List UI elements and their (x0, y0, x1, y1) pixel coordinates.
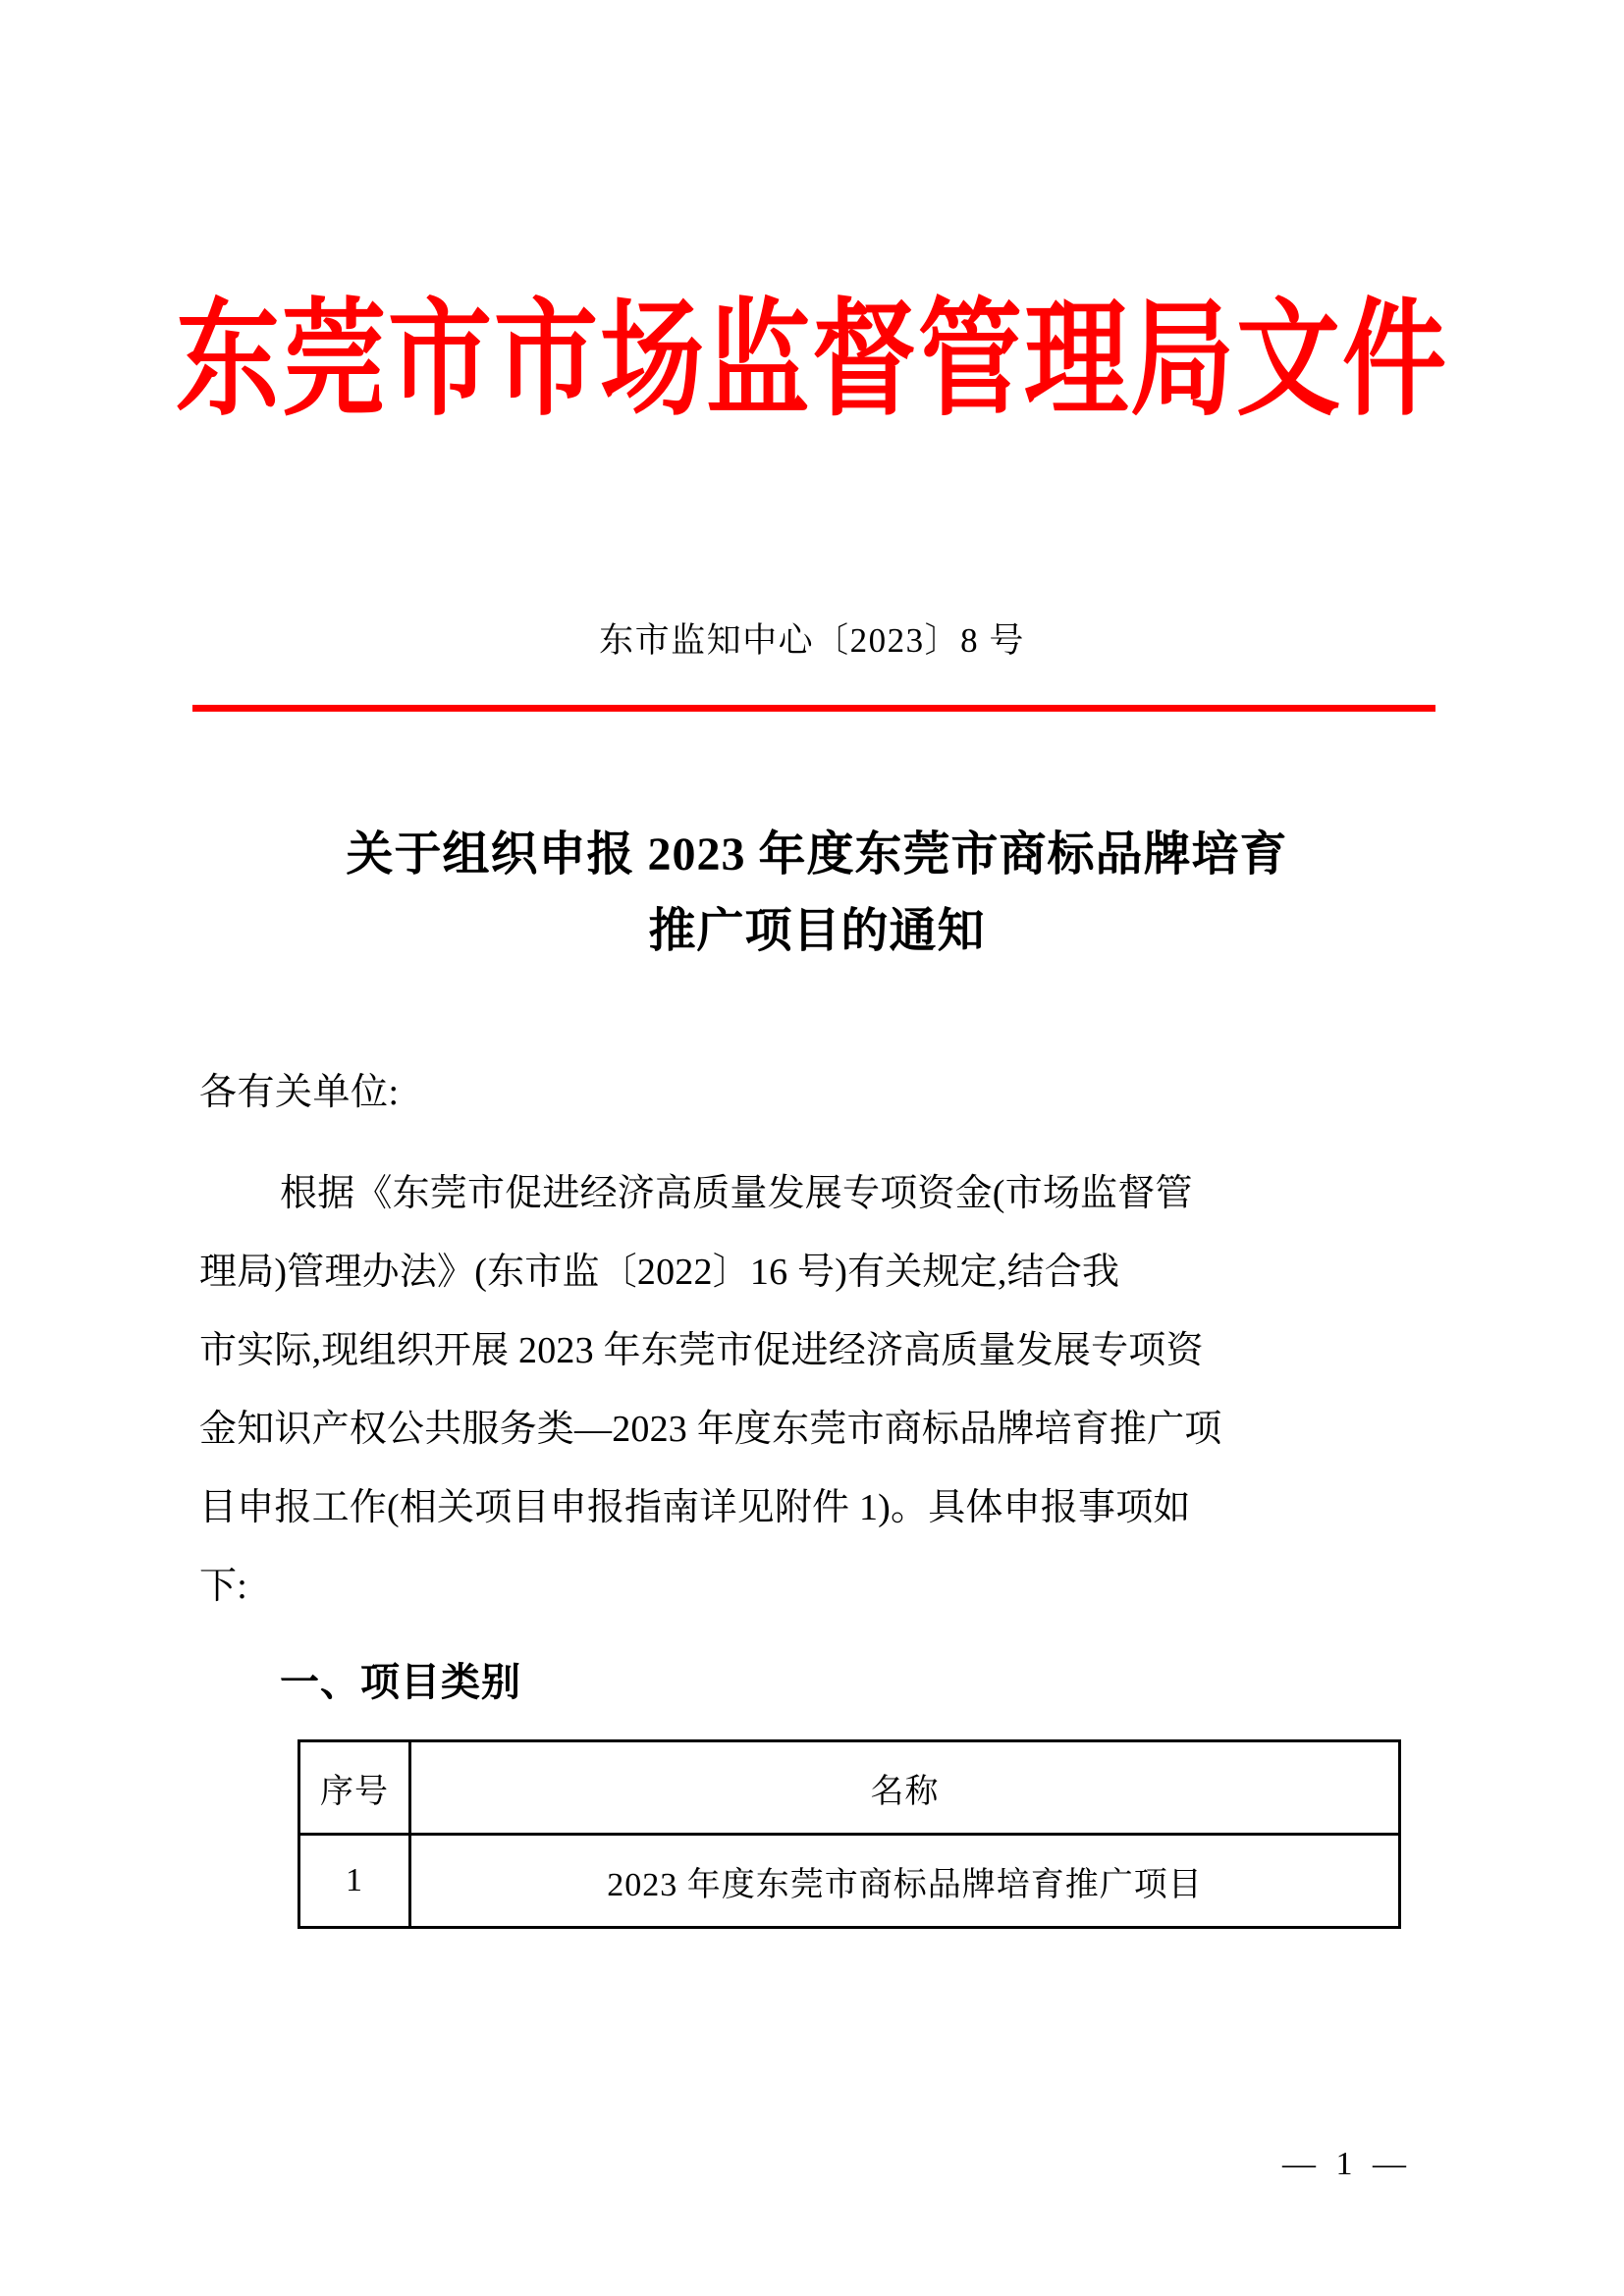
red-separator-rule (192, 705, 1435, 712)
table-header-index: 序号 (299, 1741, 410, 1835)
masthead (0, 291, 1624, 431)
document-number: 东市监知中心〔2023〕8 号 (599, 621, 1025, 660)
table-cell-index: 1 (299, 1835, 410, 1928)
document-number-row (0, 618, 1624, 664)
page-number: — 1 — (1282, 2146, 1412, 2182)
body-paragraph-line: 目申报工作(相关项目申报指南详见附件 1)。具体申报事项如 (199, 1486, 1191, 1528)
salutation: 各有关单位: (199, 1072, 400, 1113)
section-heading-project-category: 一、项目类别 (280, 1660, 521, 1704)
body-paragraph-line: 下: (199, 1565, 247, 1607)
organization-masthead-title: 东莞市市场监督管理局文件 (176, 291, 1448, 431)
body-paragraph-line: 金知识产权公共服务类—2023 年度东莞市商标品牌培育推广项 (199, 1408, 1222, 1450)
page-title (208, 817, 1426, 970)
table-row (299, 1835, 1400, 1928)
table-header-name: 名称 (410, 1741, 1400, 1835)
table-header-row (299, 1741, 1400, 1835)
project-category-table (298, 1739, 1401, 1929)
document-body (199, 1072, 1438, 1626)
project-category-table-wrap (298, 1739, 1401, 1929)
page-title-line-1: 关于组织申报 2023 年度东莞市商标品牌培育 (346, 828, 1288, 881)
table-cell-name: 2023 年度东莞市商标品牌培育推广项目 (410, 1835, 1400, 1928)
body-paragraph-line: 根据《东莞市促进经济高质量发展专项资金(市场监督管 (280, 1172, 1193, 1214)
page-title-line-2: 推广项目的通知 (648, 904, 986, 957)
body-paragraph-line: 理局)管理办法》(东市监〔2022〕16 号)有关规定,结合我 (199, 1251, 1120, 1293)
body-paragraph-line: 市实际,现组织开展 2023 年东莞市促进经济高质量发展专项资 (199, 1329, 1204, 1371)
page-footer (0, 2146, 1624, 2183)
